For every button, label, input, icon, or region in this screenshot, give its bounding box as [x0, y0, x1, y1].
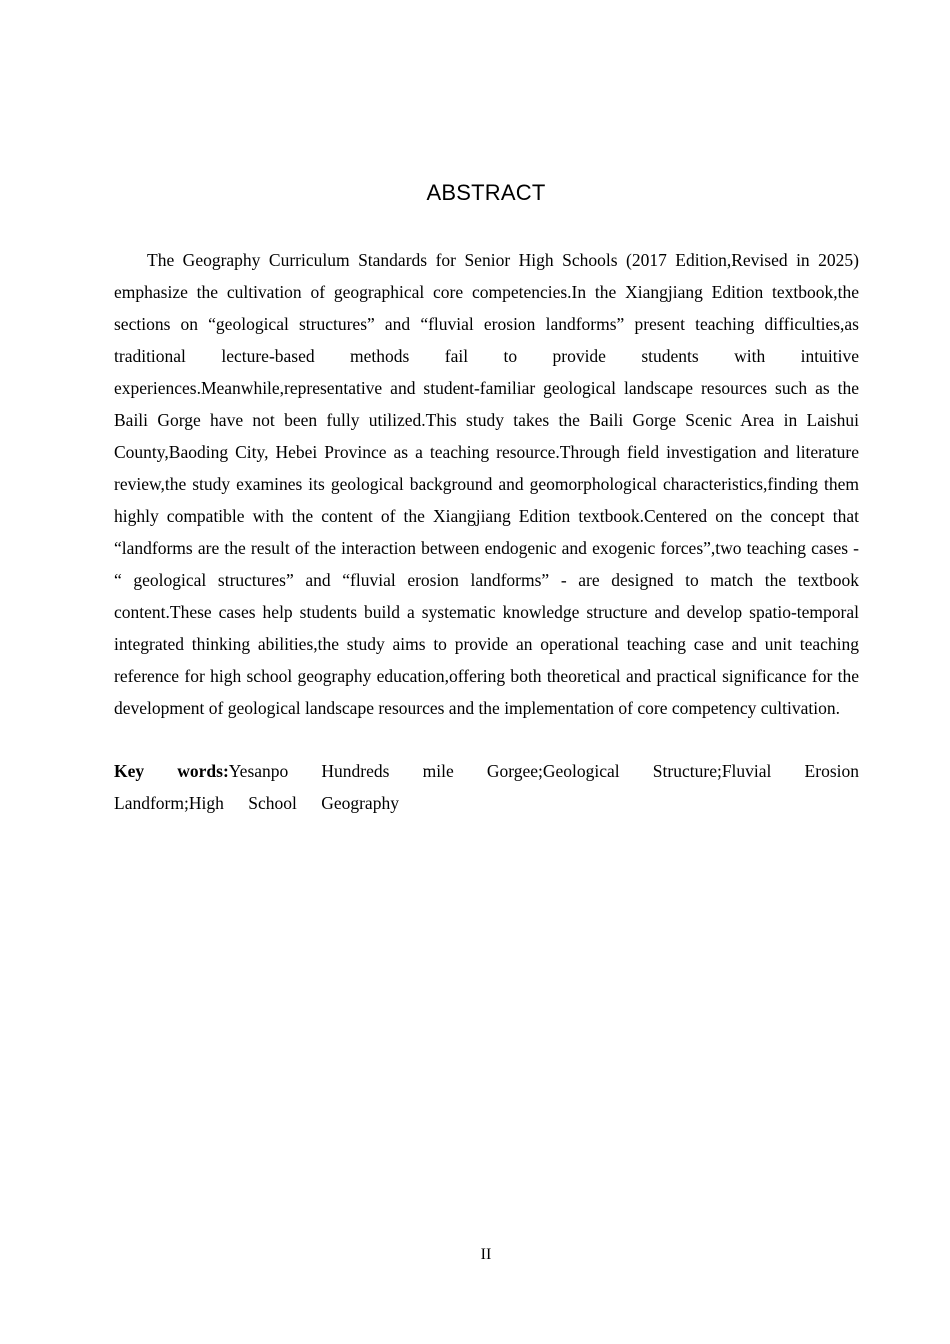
keywords-label: Key words: [114, 761, 229, 781]
abstract-body: The Geography Curriculum Standards for Senior High Schools (2017 Edition,Revised in 2025) emphasize the cultivation of geographical core competencies.In the Xiangjiang Edition textbook,the sections on “geological structures” and “fluvial erosion landforms” present teaching difficulties,as traditional lecture-based methods fail to provide students with intuitive experiences.Meanwhile,representative and student-familiar geological landscape resources such as the Baili Gorge have not been fully utilized.This study takes the Baili Gorge Scenic Area in Laishui County,Baoding City, Hebei Province as a teaching resource.Through field investigation and literature review,the study examines its geological background and geomorphological characteristics,finding them highly compatible with the content of the Xiangjiang Edition textbook.Centered on the concept that “landforms are the result of the interaction between endogenic and exogenic forces”,two teaching cases - “ geological structures” and “fluvial erosion landforms” - are designed to match the textbook content.These cases help students build a systematic knowledge structure and develop spatio-temporal integrated thinking abilities,the study aims to provide an operational teaching case and unit teaching reference for high school geography education,offering both theoretical and practical significance for the development of geological landscape resources and the implementation of core competency cultivation. [114, 250, 859, 718]
page-number: II [480, 1246, 492, 1263]
keywords-paragraph [114, 755, 859, 819]
abstract-title: ABSTRACT [426, 180, 546, 205]
keywords-value: Yesanpo Hundreds mile Gorgee;Geological Structure;Fluvial Erosion Landform;High School Geography [114, 761, 859, 813]
